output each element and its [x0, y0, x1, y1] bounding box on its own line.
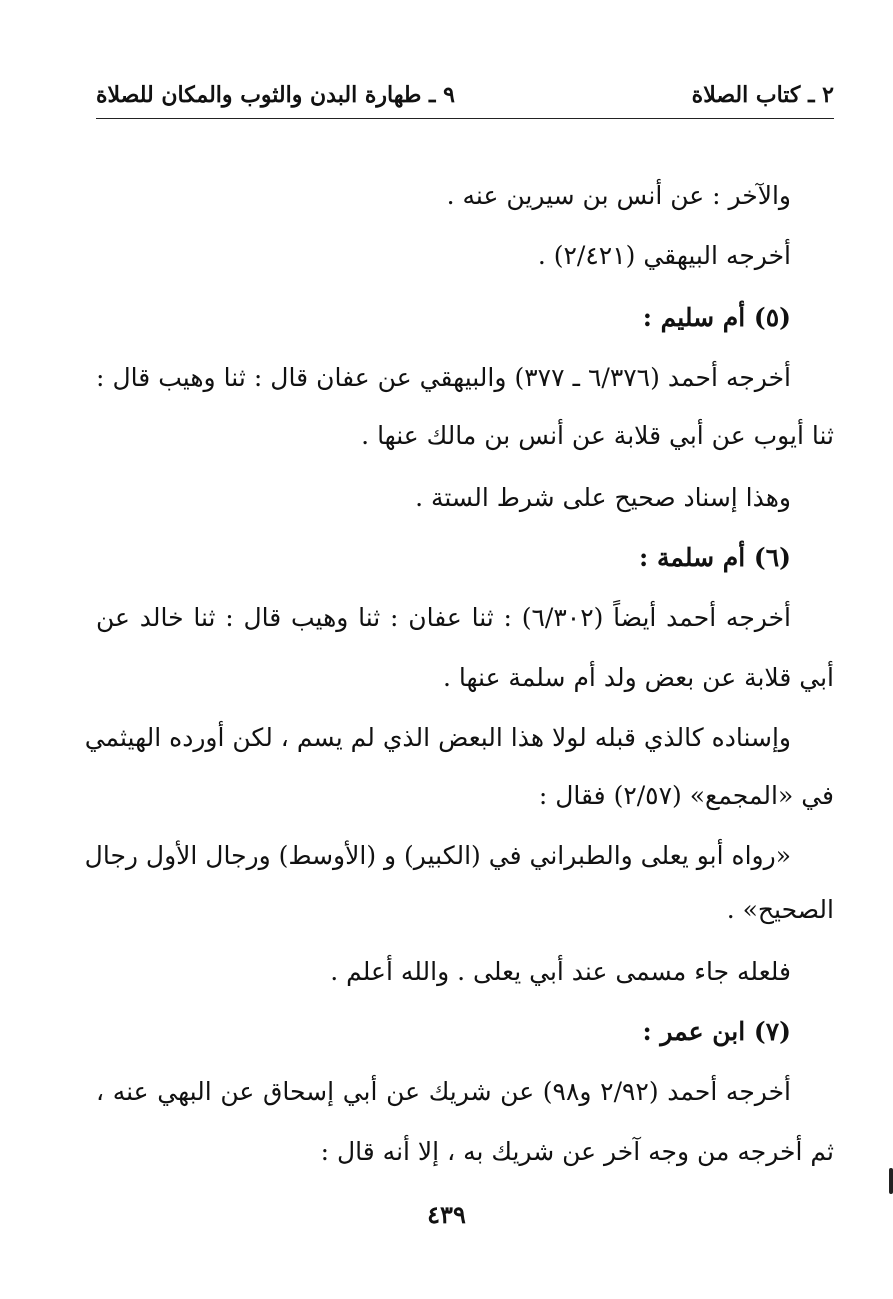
subheading-umm-sulaym: (٥) أم سليم : [642, 303, 791, 332]
text-line: أخرجه أحمد (٦/٣٧٦ ـ ٣٧٧) والبيهقي عن عفان قال : ثنا وهيب قال : [96, 363, 791, 392]
subheading-umm-salama: (٦) أم سلمة : [639, 543, 791, 572]
text-line: الصحيح» . [726, 895, 834, 924]
page-number: ٤٣٩ [427, 1200, 466, 1229]
subheading-ibn-umar: (٧) ابن عمر : [642, 1017, 791, 1046]
section-title: ٩ ـ طهارة البدن والثوب والمكان للصلاة [96, 82, 455, 108]
text-line: في «المجمع» (٢/٥٧) فقال : [538, 781, 834, 810]
text-line: أبي قلابة عن بعض ولد أم سلمة عنها . [442, 663, 834, 692]
text-line: وهذا إسناد صحيح على شرط الستة . [415, 483, 791, 512]
scan-edge-mark [889, 1168, 893, 1194]
chapter-title: ٢ ـ كتاب الصلاة [691, 82, 834, 108]
text-line: والآخر : عن أنس بن سيرين عنه . [446, 181, 791, 210]
text-line: «رواه أبو يعلى والطبراني في (الكبير) و (الأوسط) ورجال الأول رجال [84, 841, 791, 870]
text-line: وإسناده كالذي قبله لولا هذا البعض الذي لم يسم ، لكن أورده الهيثمي [84, 723, 791, 752]
text-line: أخرجه أحمد أيضاً (٦/٣٠٢) : ثنا عفان : ثنا وهيب قال : ثنا خالد عن [96, 603, 791, 632]
text-line: أخرجه أحمد (٢/٩٢ و٩٨) عن شريك عن أبي إسحاق عن البهي عنه ، [96, 1077, 791, 1106]
running-header [96, 78, 834, 118]
text-line: ثنا أيوب عن أبي قلابة عن أنس بن مالك عنها . [361, 421, 834, 450]
header-rule [96, 118, 834, 119]
text-line: فلعله جاء مسمى عند أبي يعلى . والله أعلم . [330, 957, 791, 986]
text-line: أخرجه البيهقي (٢/٤٢١) . [537, 241, 791, 270]
text-line: ثم أخرجه من وجه آخر عن شريك به ، إلا أنه قال : [320, 1137, 834, 1166]
